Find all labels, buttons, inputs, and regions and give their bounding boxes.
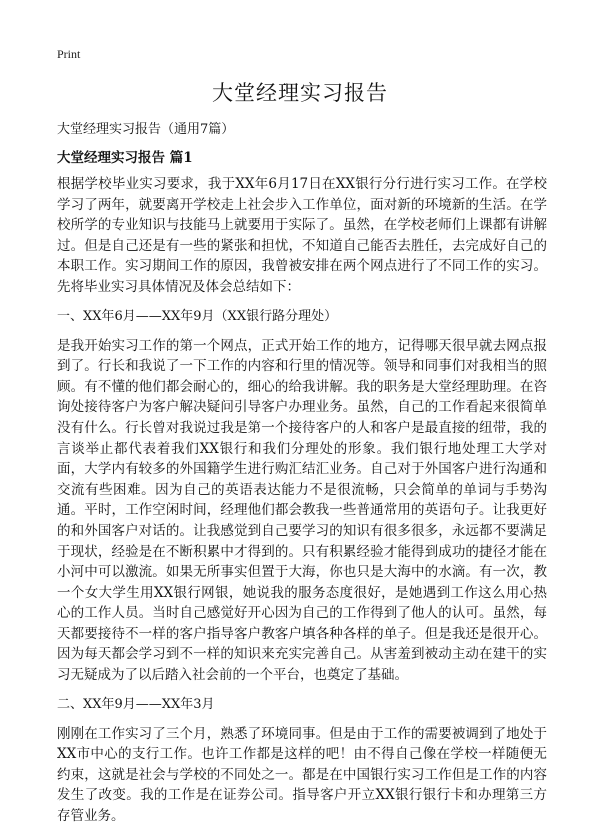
intro-paragraph: 根据学校毕业实习要求，我于XX年6月17日在XX银行分行进行实习工作。在学校学习了两年，就要离开学校走上社会步入工作单位，面对新的环境新的生活。在学校所学的专业知识与技能马上就要用于实际了。虽然，在学校老师们上课都有讲解过。但是自己还是有一些的紧张和担忧，不知道自己能否去胜任，去完成好自己的本职工作。实习期间工作的原因，我曾被安排在两个网点进行了不同工作的实习。先将毕业实习具体情况及体会总结如下： bbox=[57, 176, 547, 295]
document-title: 大堂经理实习报告 bbox=[212, 81, 388, 105]
print-label: Print bbox=[57, 47, 81, 61]
document-subtitle: 大堂经理实习报告（通用7篇） bbox=[57, 122, 235, 137]
period-two-paragraph: 刚刚在工作实习了三个月，熟悉了环境同事。但是由于工作的需要被调到了地处于XX市中心的支行工作。也许工作都是这样的吧！由不得自己像在学校一样随便无约束，这就是社会与学校的不同处之一。都是在中国银行实习工作但是工作的内容发生了改变。我的工作是在证券公司。指导客户开立XX银行银行卡和办理第三方存管业务。 bbox=[57, 725, 547, 825]
period-one-heading: 一、XX年6月——XX年9月（XX银行路分理处） bbox=[57, 308, 338, 324]
document-body bbox=[57, 120, 547, 836]
period-one-paragraph: 是我开始实习工作的第一个网点，正式开始工作的地方，记得哪天很早就去网点报到了。行长和我说了一下工作的内容和行里的情况等。领导和同事们对我相当的照顾。有不懂的他们都会耐心的，细心的给我讲解。我的职务是大堂经理助理。在咨询处接待客户为客户解决疑问引导客户办理业务。虽然，自己的工作看起来很简单没有什么。行长曾对我说过我是第一个接待客户的人和客户是最直接的纽带，我的言谈举止都代表着我们XX银行和我们分理处的形象。我们银行地处理工大学对面，大学内有较多的外国籍学生进行购汇结汇业务。自己对于外国客户进行沟通和交流有些困难。因为自己的英语表达能力不是很流畅，只会简单的单词与手势沟通。平时，工作空闲时间，经理他们都会教我一些普通常用的英语句子。让我更好的和外国客户对话的。让我感觉到自己要学习的知识有很多很多，永远都不要满足于现状，经验是在不断积累中才得到的。只有积累经验才能得到成功的捷径才能在小河中可以激流。如果无所事实但置于大海，你也只是大海中的水滴。有一次，教一个女大学生用XX银行网银，她说我的服务态度很好，是她遇到工作这么用心热心的工作人员。当时自己感觉好开心因为自己的工作得到了他人的认可。虽然，每天都要接待不一样的客户指导客户教客户填各种各样的单子。但是我还是很开心。因为每天都会学习到不一样的知识来充实完善自己。从害羞到被动主动在建干的实习无疑成为了以后踏入社会前的一个平台，也奠定了基础。 bbox=[57, 337, 547, 684]
section-heading: 大堂经理实习报告 篇1 bbox=[57, 150, 193, 166]
period-two-heading: 二、XX年9月——XX年3月 bbox=[57, 696, 215, 712]
